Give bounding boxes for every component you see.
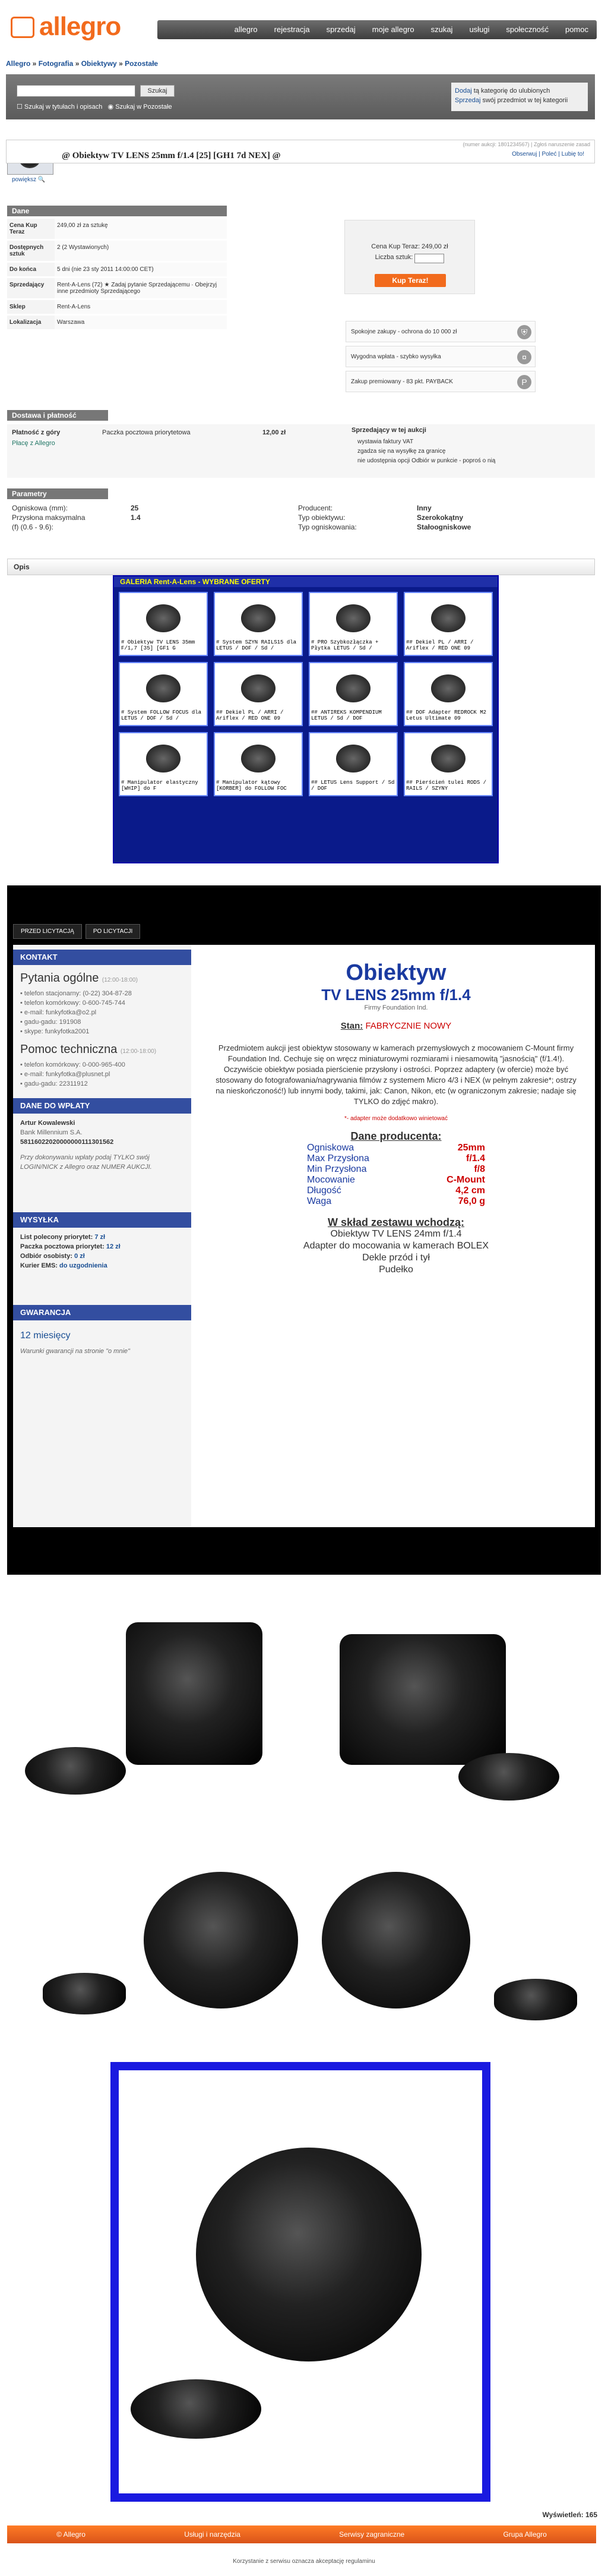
- gallery-item-image: [146, 745, 180, 773]
- product-photo-2: [7, 1836, 601, 2050]
- product-maker: Firmy Foundation Ind.: [364, 1004, 428, 1011]
- gallery-item-image: [431, 674, 466, 702]
- spec-value: C-Mount: [446, 1175, 485, 1185]
- zoom-label[interactable]: powiększ: [12, 176, 37, 183]
- search-desc-checkbox[interactable]: ☐: [17, 103, 24, 111]
- info-value: 249,00 zł za sztukę: [55, 219, 227, 239]
- footer-link[interactable]: © Allegro: [56, 2530, 86, 2539]
- gallery-item[interactable]: [119, 662, 208, 726]
- tab-after-auction[interactable]: PO LICYTACJI: [86, 924, 141, 939]
- spec-row: [307, 1153, 485, 1164]
- param-row: [298, 504, 471, 513]
- footer-bar: [7, 2525, 596, 2543]
- param-row: [12, 523, 141, 532]
- description-label: Opis: [14, 563, 30, 571]
- gallery-item-label: ## DOF Adapter REDROCK M2 Letus Ultimate 09: [405, 708, 492, 725]
- search-input[interactable]: [17, 85, 135, 97]
- nav-item[interactable]: rejestracja: [274, 25, 310, 34]
- param-row: [298, 513, 471, 523]
- gallery-item[interactable]: [214, 592, 303, 656]
- param-row: [12, 504, 141, 513]
- info-key: Lokalizacja: [10, 319, 42, 326]
- info-row: [7, 263, 227, 277]
- gallery-item-label: ## Dekiel PL / ARRI / Ariflex / RED ONE 09: [215, 708, 302, 725]
- nav-item[interactable]: pomoc: [565, 25, 588, 34]
- param-key: Typ ogniskowania:: [298, 523, 357, 531]
- add-category-text: tą kategorię do ulubionych: [471, 87, 550, 94]
- sell-category-link[interactable]: Sprzedaj: [455, 97, 481, 104]
- condition-value: FABRYCZNIE NOWY: [365, 1021, 452, 1031]
- nav-item[interactable]: szukaj: [430, 25, 453, 34]
- spec-heading: Dane producenta:: [350, 1130, 442, 1142]
- shipping-method: Kurier EMS:: [20, 1262, 58, 1269]
- params-left: [12, 504, 141, 532]
- nav-item[interactable]: społeczność: [506, 25, 549, 34]
- tech-contact-lines: [20, 1060, 184, 1089]
- quantity-input[interactable]: [414, 254, 444, 263]
- contact-heading: KONTAKT: [13, 950, 191, 965]
- info-value: Rent-A-Lens (72) ★ Zadaj pytanie Sprzedającemu · Obejrzyj inne przedmioty Sprzedającego: [55, 278, 227, 298]
- side-option[interactable]: [346, 371, 536, 392]
- gallery-item-label: # Obiektyw TV LENS 35mm F/1,7 [35] [GF1 G: [120, 638, 207, 655]
- contact-line: • telefon komórkowy: 0-000-965-400: [20, 1061, 125, 1068]
- info-row: [7, 219, 227, 239]
- payment-note: Przy dokonywaniu wpłaty podaj TYLKO swój LOGIN/NICK z Allegro oraz NUMER AUKCJI.: [20, 1154, 152, 1171]
- payment-heading: DANE DO WPŁATY: [13, 1098, 191, 1114]
- warranty-info: [13, 1320, 191, 1361]
- spec-key: Min Przysłona: [307, 1164, 367, 1174]
- info-key: Do końca: [10, 266, 37, 273]
- nav-item[interactable]: sprzedaj: [326, 25, 356, 34]
- info-key: Dostępnych sztuk: [10, 244, 44, 257]
- contact-line: • e-mail: funkyfotka@plusnet.pl: [20, 1071, 110, 1078]
- view-count: Wyświetleń: 165: [542, 2511, 597, 2519]
- gallery-item-image: [431, 745, 466, 773]
- param-key: (f) (0.6 - 9.6):: [12, 523, 54, 531]
- contact-line: • gadu-gadu: 191908: [20, 1019, 81, 1026]
- seller-terms-heading: Sprzedający w tej aukcji: [352, 427, 426, 434]
- spec-row: [307, 1164, 485, 1175]
- nav-item[interactable]: allegro: [234, 25, 258, 34]
- spec-value: f/1.4: [466, 1153, 485, 1164]
- general-contact-lines: [20, 989, 184, 1036]
- warranty-note[interactable]: Warunki gwarancji na stronie "o mnie": [20, 1348, 130, 1355]
- gallery-item-label: # System FOLLOW FOCUS dla LETUS / DOF / Sd /: [120, 708, 207, 725]
- auction-meta: (numer aukcji: 1801234567) | Zgłoś naruszenie zasad: [463, 141, 590, 147]
- desc-tabs: [13, 924, 144, 939]
- shipping-line: [20, 1232, 184, 1242]
- kit-item: Pudełko: [379, 1265, 413, 1275]
- info-key: Cena Kup Teraz: [10, 222, 37, 235]
- product-photo-1: [7, 1598, 601, 1818]
- param-key: Producent:: [298, 504, 333, 512]
- shipping-line: [20, 1242, 184, 1251]
- lens-cap-image: [494, 1979, 577, 2020]
- lens-image: [126, 1622, 262, 1765]
- product-description: Przedmiotem aukcji jest obiektyw stosowany w kamerach przemysłowych z mocowaniem C-Mount firmy Foundation Ind. Cechuje się on wręcz miniaturowymi rozmiarami i niesamowitą "jasnością" (f/1.4!). Oczywiście obiektyw posiada pierścienie przysłony i ostrości. Poprzez adaptery (w ofercie) może być stosowany do fotografowania/nagrywania filmów z systemem Micro 4/3 i NEX (w pełnym zakresie*; ostrzy na nieskończoność!) lub innymi body, takimi, jak: Canon, Nikon, etc (w ograniczonym zakresie; nadaje się TYLKO do zdjęć makro).: [216, 1043, 577, 1106]
- seller-term: wystawia faktury VAT: [357, 439, 414, 445]
- breadcrumb-item[interactable]: Pozostałe: [125, 59, 159, 68]
- lens-cap-image: [458, 1753, 559, 1801]
- search-category-label: Szukaj w Pozostałe: [115, 103, 172, 111]
- seller-terms: [357, 437, 495, 466]
- gallery-item-image: [241, 745, 276, 773]
- logo-bag-icon: [11, 17, 34, 38]
- desc-main: [197, 945, 595, 1276]
- parameters: [7, 502, 595, 542]
- contact-general: [13, 965, 191, 1093]
- search-category-radio[interactable]: ◉: [107, 103, 116, 111]
- gallery-title: GALERIA Rent-A-Lens - WYBRANE OFERTY: [114, 576, 498, 587]
- warranty-heading: GWARANCJA: [13, 1305, 191, 1320]
- gallery-item-label: ## LETUS Lens Support / Sd / DOF: [310, 778, 397, 795]
- shipping-price: 12,00 zł: [262, 429, 286, 436]
- seller-gallery: [113, 575, 499, 863]
- gallery-item-label: # PRO Szybkozłączka + Płytka LETUS / Sd /: [310, 638, 397, 655]
- gallery-item-image: [336, 745, 370, 773]
- info-row: [7, 300, 227, 314]
- contact-line: • skype: funkyfotka2001: [20, 1028, 90, 1035]
- gallery-item-image: [241, 674, 276, 702]
- gallery-item-label: # Manipulator elastyczny [WHIP] do F: [120, 778, 207, 795]
- search-desc-label: Szukaj w tytułach i opisach: [24, 103, 103, 111]
- shipping-lines: [13, 1228, 191, 1275]
- general-questions-title: Pytania ogólne: [20, 972, 99, 985]
- allegro-logo[interactable]: [11, 11, 153, 40]
- spec-value: 4,2 cm: [455, 1185, 485, 1196]
- buy-box: [344, 220, 475, 294]
- spec-key: Mocowanie: [307, 1175, 355, 1185]
- shipping-cost: 0 zł: [74, 1253, 85, 1260]
- contact-line: • telefon komórkowy: 0-600-745-744: [20, 999, 125, 1007]
- product-title: Obiektyw: [346, 960, 446, 985]
- lens-front-image: [144, 1872, 298, 2009]
- gallery-item[interactable]: [119, 732, 208, 796]
- tech-help-title: Pomoc techniczna: [20, 1043, 118, 1056]
- delivery-payment: [7, 424, 595, 478]
- section-dostawa: Dostawa i płatność: [7, 410, 108, 421]
- info-value: 2 (2 Wystawionych): [55, 241, 227, 261]
- payment-info: [13, 1114, 191, 1177]
- gallery-item[interactable]: [119, 592, 208, 656]
- gallery-item-image: [431, 604, 466, 632]
- lens-cap-image: [25, 1747, 126, 1795]
- shipping-heading: WYSYŁKA: [13, 1212, 191, 1228]
- search-button[interactable]: Szukaj: [140, 85, 175, 97]
- shipping-line: [20, 1261, 184, 1270]
- gallery-item-label: # System SZYN RAILS15 dla LETUS / DOF / Sd /: [215, 638, 302, 655]
- spec-key: Ogniskowa: [307, 1143, 354, 1153]
- gallery-item[interactable]: [309, 732, 398, 796]
- gallery-item[interactable]: [214, 732, 303, 796]
- info-row: [7, 316, 227, 330]
- breadcrumb-item[interactable]: Fotografia: [38, 59, 74, 68]
- param-row: [12, 513, 141, 523]
- shield-icon: ⛨: [517, 325, 531, 339]
- gallery-item-label: ## ANTIREKS KOMPENDIUM LETUS / Sd / DOF: [310, 708, 397, 725]
- tab-before-auction[interactable]: PRZED LICYTACJĄ: [13, 924, 82, 939]
- description-template: [7, 885, 601, 1575]
- nav-item[interactable]: usługi: [469, 25, 490, 34]
- general-hours: (12:00-18:00): [102, 977, 138, 983]
- breadcrumb-item[interactable]: Allegro: [6, 59, 31, 68]
- params-right: [298, 504, 471, 532]
- param-key: Ogniskowa (mm):: [12, 504, 68, 512]
- gallery-item[interactable]: [309, 662, 398, 726]
- shipping-method: Odbiór osobisty:: [20, 1253, 72, 1260]
- side-option[interactable]: [346, 321, 536, 342]
- info-key: Sklep: [10, 304, 26, 310]
- shipping-method: Paczka pocztowa priorytet:: [20, 1243, 104, 1250]
- info-row: [7, 241, 227, 261]
- spec-key: Waga: [307, 1196, 332, 1206]
- kit-item: Obiektyw TV LENS 24mm f/1.4: [330, 1229, 462, 1239]
- spec-row: [307, 1143, 485, 1153]
- gallery-item-label: ## Pierścień tulei RODS / RAILS / SZYNY: [405, 778, 492, 795]
- param-value: Szerokokątny: [417, 513, 464, 522]
- side-option-label: Wygodna wpłata - szybko wysyłka: [351, 354, 441, 360]
- shipping-method: List polecony priorytet:: [20, 1234, 93, 1241]
- gallery-item-image: [146, 674, 180, 702]
- account-number: 58116022020000000111301562: [20, 1139, 114, 1146]
- info-key: Sprzedający: [10, 282, 45, 288]
- gallery-item-label: # Manipulator kątowy [KORBER] do FOLLOW FOC: [215, 778, 302, 795]
- spec-table: [307, 1143, 485, 1207]
- gallery-item-image: [336, 604, 370, 632]
- gallery-item-image: [336, 674, 370, 702]
- spec-value: f/8: [474, 1164, 485, 1174]
- side-option[interactable]: [346, 346, 536, 367]
- category-actions: [451, 83, 588, 111]
- side-option-label: Zakup premiowany - 83 pkt. PAYBACK: [351, 379, 453, 385]
- pay-allegro: Płacę z Allegro: [12, 440, 55, 447]
- product-subtitle: TV LENS 25mm f/1.4: [321, 986, 471, 1004]
- spec-key: Max Przysłona: [307, 1153, 369, 1164]
- main-nav: [157, 20, 597, 39]
- contact-line: • gadu-gadu: 22311912: [20, 1080, 88, 1087]
- account-owner: Artur Kowalewski: [20, 1120, 75, 1127]
- seller-term: nie udostępnia opcji Odbiór w punkcie - poproś o nią: [357, 458, 496, 464]
- desc-sidebar: [13, 945, 191, 1527]
- adapter-note: *- adapter może dodatkowo winietować: [344, 1115, 448, 1122]
- spec-row: [307, 1196, 485, 1207]
- param-value: 25: [131, 504, 139, 512]
- contact-line: • e-mail: funkyfotka@o2.pl: [20, 1009, 97, 1016]
- title-actions[interactable]: Obserwuj | Poleć | Lubię to!: [512, 151, 584, 157]
- info-value: Rent-A-Lens: [55, 300, 227, 314]
- section-parametry: Parametry: [7, 488, 108, 499]
- logo-text: allegro: [39, 12, 121, 41]
- zoom-link[interactable]: powiększ 🔍: [12, 176, 46, 183]
- payment-method: Płatność z góry: [12, 429, 61, 436]
- gallery-item[interactable]: [309, 592, 398, 656]
- info-value: Warszawa: [55, 316, 227, 329]
- payback-icon: P: [517, 375, 531, 389]
- gallery-item[interactable]: [404, 732, 493, 796]
- gallery-item-image: [146, 604, 180, 632]
- kit-heading: W skład zestawu wchodzą:: [327, 1216, 465, 1228]
- search-options: [17, 103, 172, 111]
- info-row: [7, 278, 227, 299]
- product-condition: [197, 1021, 595, 1031]
- lens-rear-image: [322, 1872, 470, 2009]
- desc-content: [13, 945, 595, 1527]
- lens-main-image: [196, 2148, 422, 2361]
- side-option-label: Spokojne zakupy - ochrona do 10 000 zł: [351, 329, 457, 335]
- quantity-row: [345, 254, 474, 263]
- footer-link[interactable]: Serwisy zagraniczne: [339, 2530, 405, 2539]
- param-value: 1.4: [131, 513, 141, 522]
- section-dane: Dane: [7, 206, 227, 216]
- gallery-item[interactable]: [404, 592, 493, 656]
- buy-now-button[interactable]: Kup Teraz!: [375, 274, 446, 287]
- shipping-method: Paczka pocztowa priorytetowa: [102, 429, 191, 436]
- contact-line: • telefon stacjonarny: (0-22) 304-87-28: [20, 990, 132, 997]
- buy-price: Cena Kup Teraz: 249,00 zł: [371, 243, 448, 250]
- footer-link[interactable]: Usługi i narzędzia: [184, 2530, 240, 2539]
- param-value: Stałoogniskowe: [417, 523, 471, 531]
- breadcrumb-item[interactable]: Obiektywy: [81, 59, 117, 68]
- param-value: Inny: [417, 504, 432, 512]
- shipping-line: [20, 1251, 184, 1261]
- gallery-item-image: [241, 604, 276, 632]
- sell-category-text: swój przedmiot w tej kategorii: [480, 97, 568, 104]
- item-title: @ Obiektyw TV LENS 25mm f/1.4 [25] [GH1 7d NEX] @: [62, 151, 281, 160]
- wallet-icon: ¤: [517, 350, 531, 364]
- footer-link[interactable]: Grupa Allegro: [503, 2530, 547, 2539]
- qty-label: Liczba sztuk:: [375, 254, 413, 261]
- search-bar: [6, 74, 595, 119]
- condition-label: Stan:: [340, 1021, 363, 1031]
- param-key: Typ obiektywu:: [298, 513, 346, 522]
- shipping-cost: 7 zł: [94, 1234, 106, 1241]
- item-info-table: [7, 219, 227, 331]
- gallery-item[interactable]: [404, 662, 493, 726]
- info-value: 5 dni (nie 23 sty 2011 14:00:00 CET): [55, 263, 227, 276]
- spec-row: [307, 1185, 485, 1196]
- breadcrumb: Allegro » Fotografia » Obiektywy » Pozostałe: [6, 59, 159, 68]
- top-bar: [0, 0, 608, 48]
- spec-value: 76,0 g: [458, 1196, 485, 1206]
- shipping-cost: do uzgodnienia: [59, 1262, 107, 1269]
- param-key: Przysłona maksymalna: [12, 513, 86, 522]
- bank-name: Bank Millennium S.A.: [20, 1129, 83, 1136]
- product-photo-3: [110, 2062, 490, 2502]
- kit-item: Adapter do mocowania w kamerach BOLEX: [303, 1241, 489, 1251]
- gallery-item-label: ## Dekiel PL / ARRI / Ariflex / RED ONE 09: [405, 638, 492, 655]
- spec-key: Długość: [307, 1185, 341, 1196]
- tech-hours: (12:00-18:00): [120, 1048, 157, 1055]
- warranty-months: 12 miesięcy: [20, 1330, 71, 1341]
- lens-cap-image: [43, 1973, 126, 2014]
- kit-contents: [197, 1216, 595, 1276]
- footer-terms: Korzystanie z serwisu oznacza akceptację regulaminu: [233, 2558, 375, 2565]
- spec-value: 25mm: [457, 1143, 485, 1153]
- nav-item[interactable]: moje allegro: [372, 25, 414, 34]
- param-row: [298, 523, 471, 532]
- seller-term: zgadza się na wysyłkę za granicę: [357, 448, 446, 455]
- gallery-item[interactable]: [214, 662, 303, 726]
- spec-row: [307, 1175, 485, 1185]
- description-header: [7, 559, 595, 575]
- lens-cap-image: [131, 2379, 261, 2439]
- shipping-cost: 12 zł: [106, 1243, 121, 1250]
- gallery-grid: [114, 587, 498, 801]
- lens-image: [340, 1634, 506, 1765]
- add-category-link[interactable]: Dodaj: [455, 87, 472, 94]
- kit-item: Dekle przód i tył: [362, 1253, 430, 1263]
